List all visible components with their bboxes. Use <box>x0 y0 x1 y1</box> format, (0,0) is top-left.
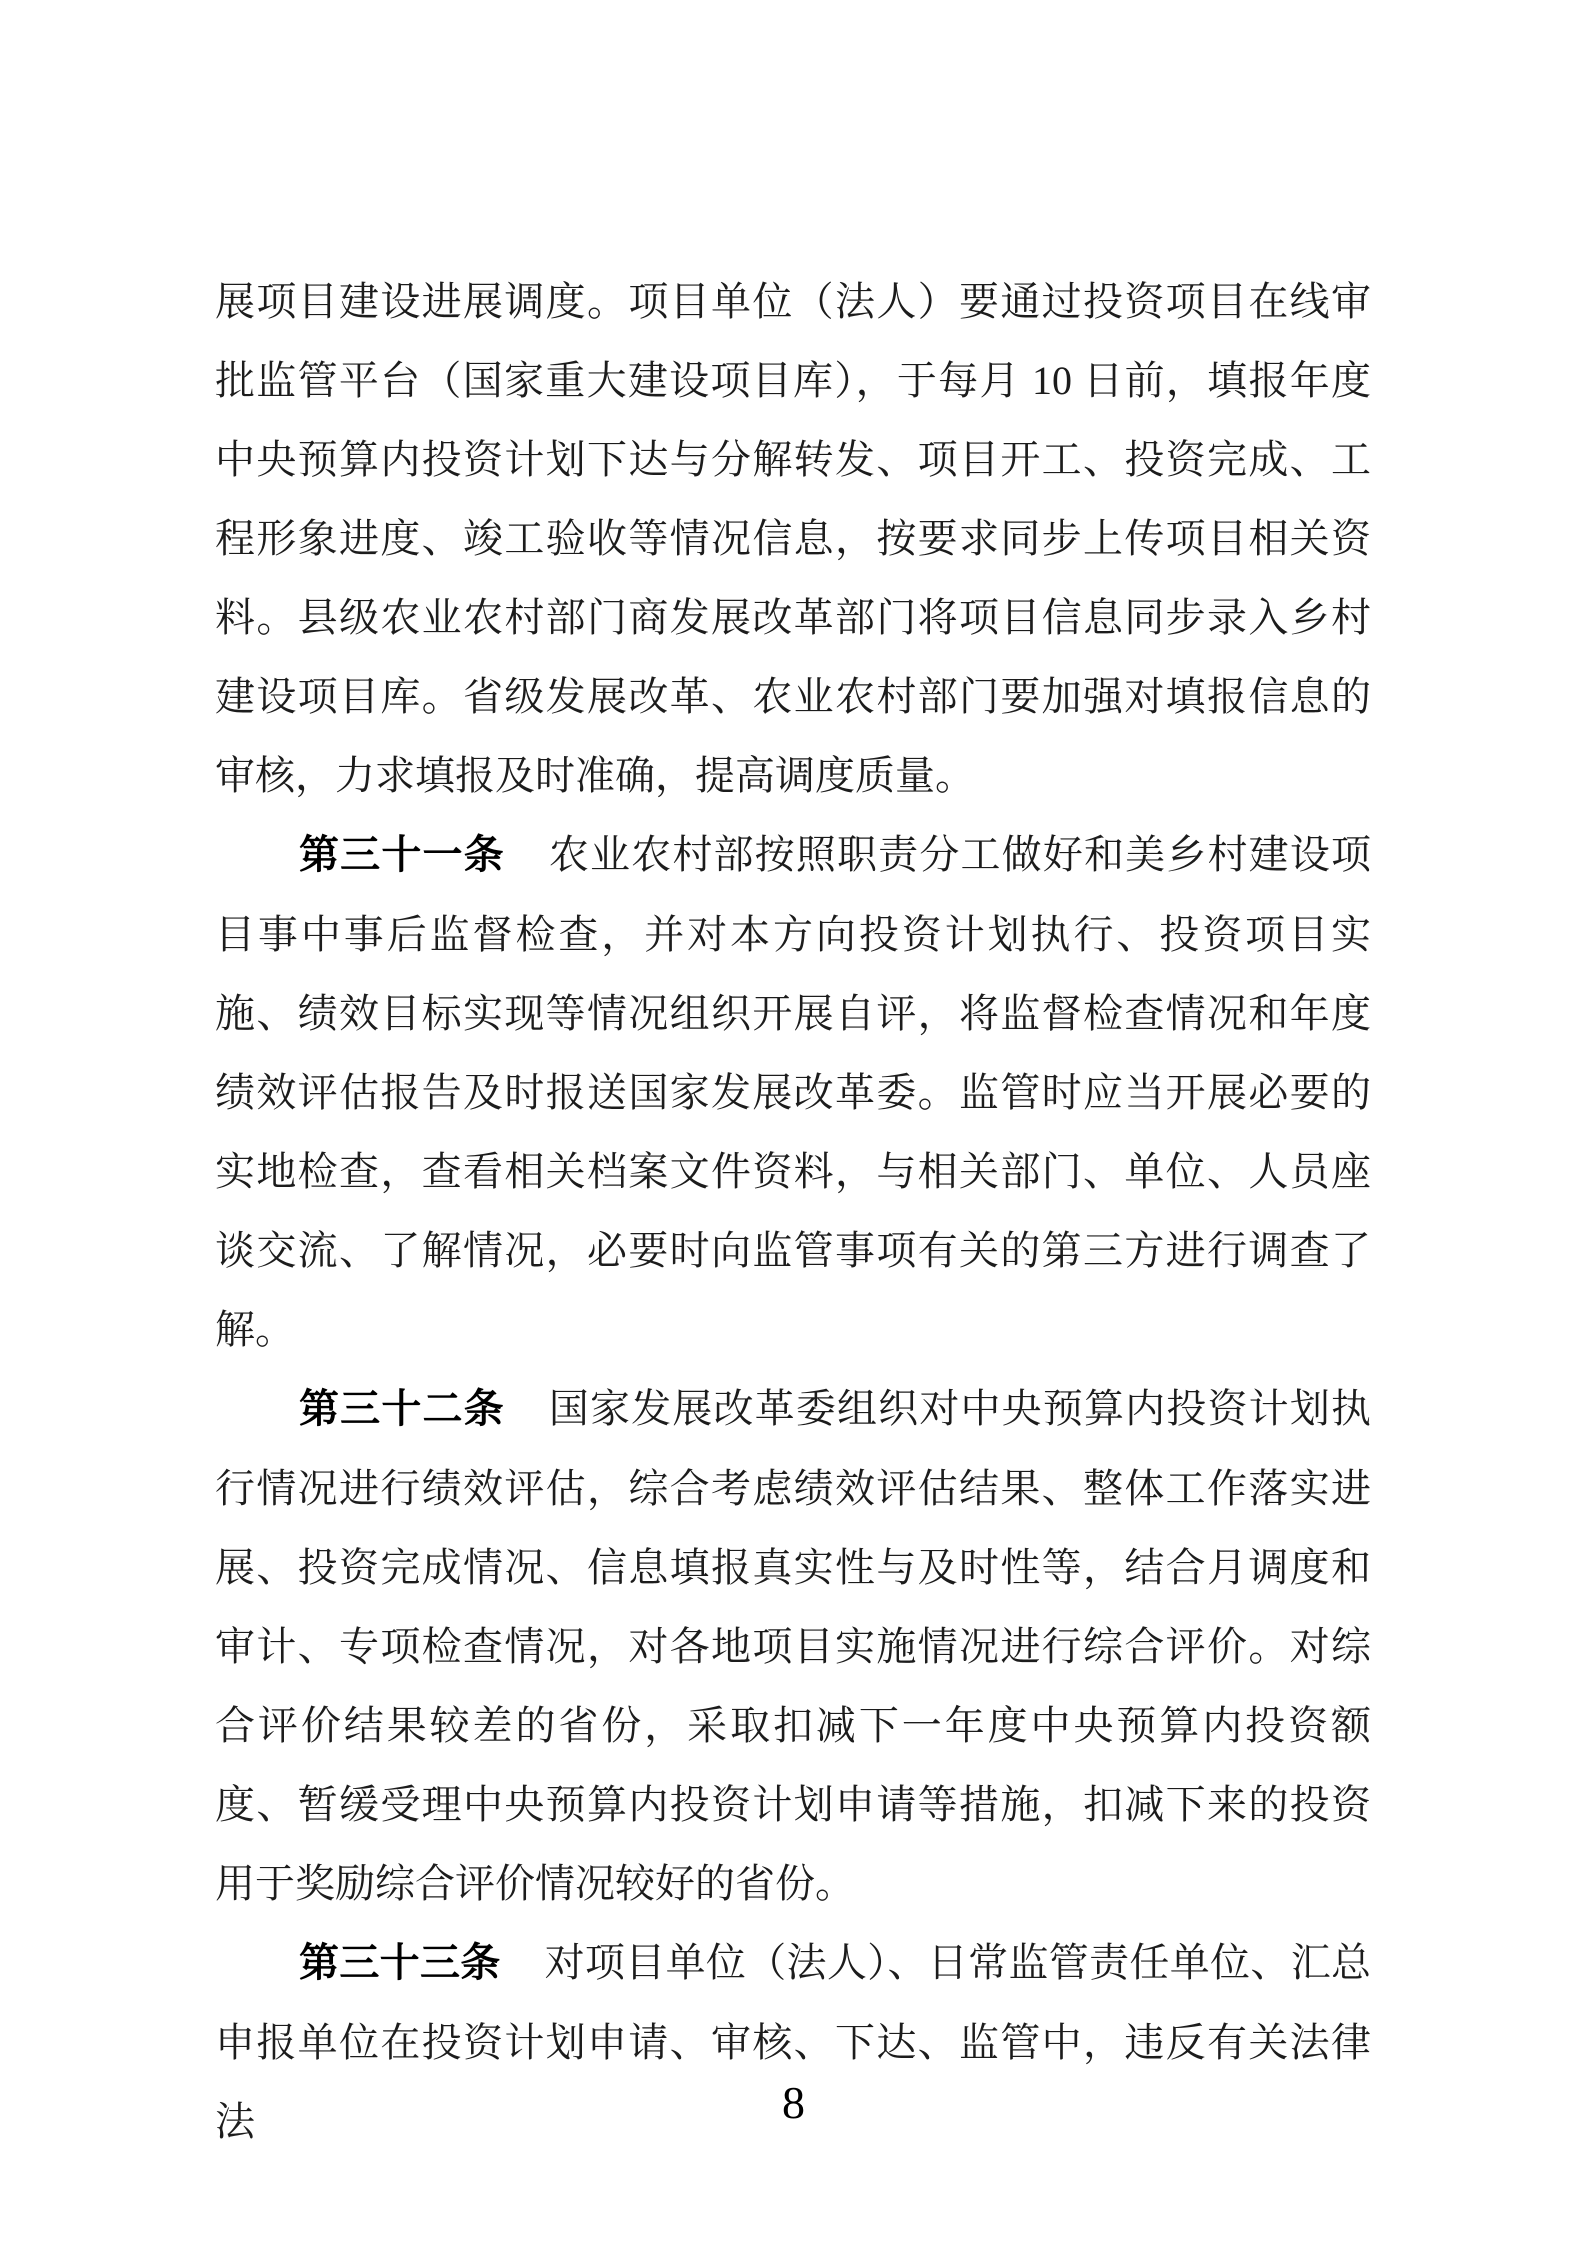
article-number: 第三十一条 <box>299 833 505 877</box>
paragraph-text: 国家发展改革委组织对中央预算内投资计划执行情况进行绩效评估，综合考虑绩效评估结果、整体工作落实进展、投资完成情况、信息填报真实性与及时性等，结合月调度和审计、专项检查情况，对各地项目实施情况进行综合评价。对综合评价结果较差的省份，采取扣减下一年度中央预算内投资额度、暂缓受理中央预算内投资计划申请等措施，扣减下来的投资用于奖励综合评价情况较好的省份。 <box>215 1386 1372 1906</box>
paragraph <box>215 262 1371 815</box>
paragraph-text: 展项目建设进展调度。项目单位（法人）要通过投资项目在线审批监管平台（国家重大建设项目库），于每月 10 日前，填报年度中央预算内投资计划下达与分解转发、项目开工、投资完成、工程形象进度、竣工验收等情况信息，按要求同步上传项目相关资料。县级农业农村部门商发展改革部门将项目信息同步录入乡村建设项目库。省级发展改革、农业农村部门要加强对填报信息的审核，力求填报及时准确，提高调度质量。 <box>215 279 1371 798</box>
paragraph <box>215 1369 1371 1923</box>
article-number: 第三十三条 <box>299 1941 501 1985</box>
paragraph <box>215 815 1371 1369</box>
page-number: 8 <box>782 2077 805 2128</box>
document-body <box>215 262 1371 2161</box>
paragraph-text: 对项目单位（法人）、日常监管责任单位、汇总申报单位在投资计划申请、审核、下达、监管中，违反有关法律法 <box>215 1940 1372 2144</box>
article-number: 第三十二条 <box>299 1387 505 1431</box>
paragraph-text: 农业农村部按照职责分工做好和美乡村建设项目事中事后监督检查，并对本方向投资计划执行、投资项目实施、绩效目标实现等情况组织开展自评，将监督检查情况和年度绩效评估报告及时报送国家发展改革委。监管时应当开展必要的实地检查，查看相关档案文件资料，与相关部门、单位、人员座谈交流、了解情况，必要时向监管事项有关的第三方进行调查了解。 <box>215 832 1372 1352</box>
